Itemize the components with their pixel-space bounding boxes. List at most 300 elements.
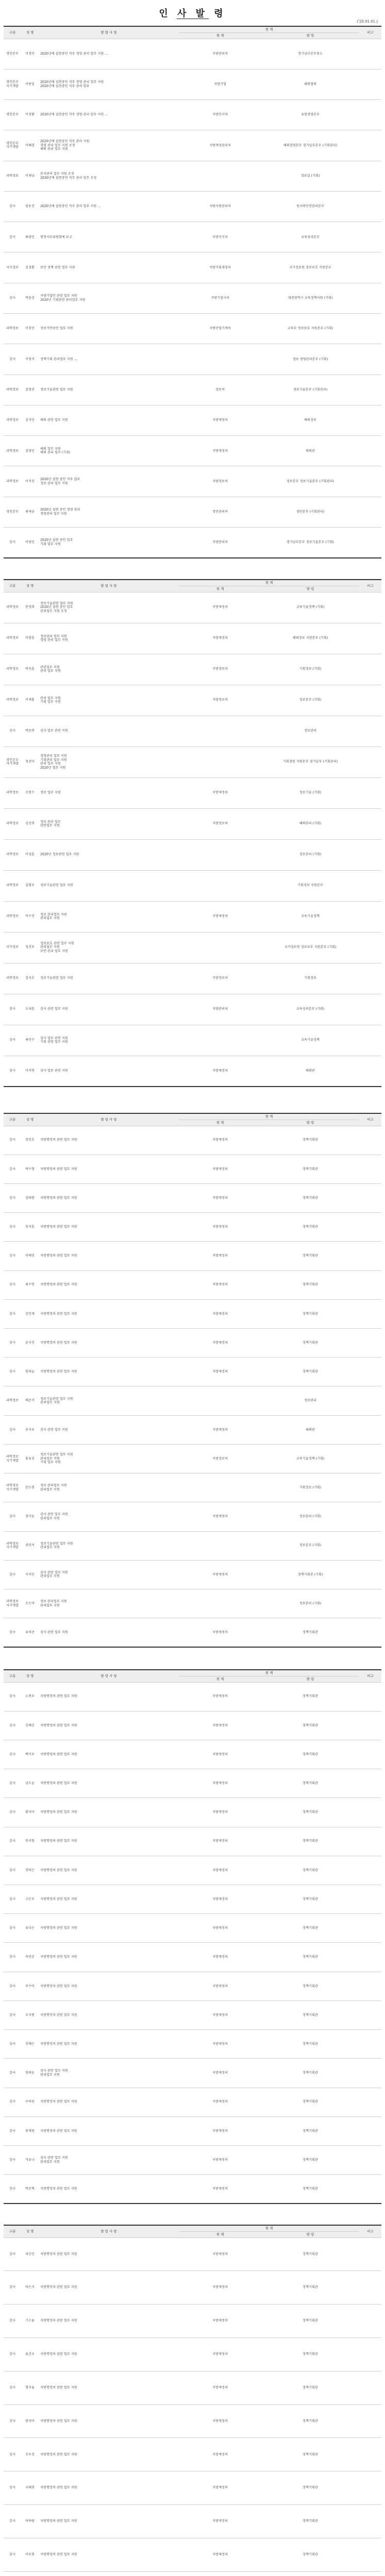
- table-row: [4, 2404, 381, 2438]
- details-cell: [39, 747, 179, 777]
- category-cell: 감사: [4, 2337, 21, 2371]
- table-row: [4, 2304, 381, 2338]
- name-cell: 송지우: [21, 1415, 39, 1444]
- remarks-cell: [359, 1025, 381, 1056]
- category-cell: 과학정보: [4, 777, 21, 808]
- details-cell: [39, 1618, 179, 1647]
- category-header: 구분: [4, 2225, 21, 2238]
- name-cell: 이정훈: [21, 839, 39, 870]
- details-line: 정보기술관련 업무 지원: [40, 387, 73, 392]
- remarks-cell: [359, 1213, 381, 1242]
- category-cell: 감사: [4, 2304, 21, 2338]
- details-cell: [39, 436, 179, 466]
- details-line: 지방행정처 관련 업무 지원: [40, 1810, 77, 1815]
- name-header: 성 명: [21, 26, 39, 39]
- new-position-cell: 정책기획관: [261, 1155, 359, 1183]
- category-cell: 과학정보: [4, 963, 21, 994]
- header-row: [4, 580, 381, 586]
- name-cell: 최수빈: [21, 1270, 39, 1299]
- remarks-cell: [359, 528, 381, 558]
- category-cell: 국가정보: [4, 252, 21, 283]
- current-position-cell: 지방재정처: [179, 2059, 261, 2088]
- details-line: 지방행정처 관련 업무 지원: [40, 1138, 77, 1142]
- table-row: [4, 2030, 381, 2059]
- current-position-cell: 지방재정처: [179, 2088, 261, 2116]
- category-cell: 과학정보: [4, 161, 21, 191]
- category-cell: 감사: [4, 1769, 21, 1798]
- details-line: 관리업무 지원 조정: [40, 609, 67, 613]
- name-cell: 최민수: [21, 1025, 39, 1056]
- details-line: 지방행정처 관련 업무 지원: [40, 2042, 77, 2046]
- table-row: [4, 1502, 381, 1531]
- table-row: [4, 375, 381, 405]
- new-subheader: 발 령: [261, 1120, 359, 1126]
- name-cell: 노현우: [21, 1682, 39, 1711]
- details-line: 지방행정처 관련 업무 지원: [40, 1225, 77, 1229]
- details-line: 문서관리 업무 지원 조정: [40, 172, 74, 176]
- name-cell: 이영훈: [21, 623, 39, 654]
- category-cell: 과학정보: [4, 436, 21, 466]
- new-position-cell: 국가정보원 정보보호 지원본부: [261, 252, 359, 283]
- current-subheader: 현 재: [179, 1120, 261, 1126]
- details-cell: [39, 1972, 179, 2001]
- name-cell: 윤서진: [21, 1329, 39, 1358]
- remarks-cell: [359, 100, 381, 130]
- details-line: 관련업무 지원: [40, 665, 60, 669]
- details-line: 정보 관리업무 지원: [40, 1600, 67, 1604]
- name-cell: 우지원: [21, 2001, 39, 2029]
- new-position-cell: 정책기획관: [261, 1299, 359, 1328]
- details-line: 관리업무 지원: [40, 917, 60, 920]
- details-line: 정보 업무 지원: [40, 791, 61, 795]
- category-cell: 감사: [4, 1502, 21, 1531]
- new-position-cell: 정보관리: [261, 716, 359, 747]
- details-line: 관리업무 지원: [40, 1546, 60, 1550]
- details-line: 관리업무 지원: [40, 2160, 60, 2164]
- remarks-cell: [359, 1415, 381, 1444]
- details-cell: [39, 1155, 179, 1183]
- category-cell: 감사: [4, 2538, 21, 2571]
- current-subheader: 현 재: [179, 2231, 261, 2238]
- category-cell: 감사: [4, 2059, 21, 2088]
- current-position-cell: 지방재정처: [179, 2030, 261, 2059]
- remarks-cell: [359, 1798, 381, 1827]
- details-cell: [39, 994, 179, 1025]
- remarks-cell: [359, 2059, 381, 2088]
- category-cell: 감사: [4, 2116, 21, 2145]
- details-cell: [39, 1270, 179, 1299]
- name-cell: 정선아: [21, 747, 39, 777]
- details-cell: [39, 654, 179, 685]
- remarks-cell: [359, 2001, 381, 2029]
- name-cell: 박충선: [21, 283, 39, 313]
- current-position-cell: [179, 839, 261, 870]
- remarks-cell: [359, 1682, 381, 1711]
- current-position-cell: 경인관리처: [179, 497, 261, 527]
- current-position-cell: 지방재정처: [179, 1914, 261, 1943]
- remarks-cell: [359, 2505, 381, 2538]
- details-cell: [39, 2088, 179, 2116]
- details-line: 관리 업무 지원: [40, 762, 61, 766]
- new-position-cell: 기획경영 지원본부 경기남부 (기획관리): [261, 747, 359, 777]
- details-line: 지방행정처 관련 업무 지원: [40, 2419, 77, 2423]
- details-line: 해외 관리 업무 (기획): [40, 451, 71, 455]
- details-cell: [39, 2371, 179, 2404]
- new-position-cell: 정책기획관: [261, 1711, 359, 1740]
- details-line: 2020년 업무 지원: [40, 766, 66, 770]
- current-position-cell: 지방재정처: [179, 592, 261, 623]
- name-cell: 김석민: [21, 405, 39, 435]
- details-cell: [39, 901, 179, 932]
- new-subheader: 발 령: [261, 1676, 359, 1682]
- current-position-cell: [179, 161, 261, 191]
- name-cell: 주수아: [21, 1972, 39, 2001]
- details-line: 관리 업무 지원: [40, 696, 61, 700]
- details-cell: [39, 252, 179, 283]
- category-cell: 과학정보 자기개발: [4, 1473, 21, 1502]
- details-cell: [39, 1242, 179, 1270]
- header-row: [4, 1670, 381, 1676]
- table-row: [4, 2271, 381, 2304]
- new-position-cell: 교육부 정보보호 지원본부 (기획): [261, 314, 359, 344]
- details-cell: [39, 2538, 179, 2571]
- details-cell: [39, 466, 179, 497]
- details-cell: [39, 716, 179, 747]
- new-position-cell: 정책기획관: [261, 1329, 359, 1358]
- details-line: 감사 업무 관련 지원: [40, 1069, 68, 1073]
- details-cell: [39, 1560, 179, 1589]
- category-cell: 감사: [4, 1329, 21, 1358]
- details-line: 지방행정처 관련 업무 지원: [40, 2519, 77, 2523]
- new-position-cell: 정보본부 (기획): [261, 685, 359, 716]
- remarks-cell: [359, 283, 381, 313]
- new-position-cell: 정책기획관: [261, 2001, 359, 2029]
- category-cell: 감사: [4, 1056, 21, 1087]
- name-cell: 황지아: [21, 1798, 39, 1827]
- details-line: 경영관리 업무 지원: [40, 512, 67, 516]
- current-position-cell: 지방재정처: [179, 1126, 261, 1155]
- details-line: 지방행정처 관련 업무 지원: [40, 2187, 77, 2191]
- current-position-cell: 지방재정처: [179, 2371, 261, 2404]
- new-position-cell: 정책기획관: [261, 1740, 359, 1769]
- table-row: [4, 1711, 381, 1740]
- name-cell: 구하린: [21, 2088, 39, 2116]
- current-subheader: 현 재: [179, 1676, 261, 1682]
- name-cell: 안서현: [21, 1827, 39, 1856]
- details-line: 정보 관리 업무: [40, 820, 61, 824]
- name-cell: 한정희: [21, 592, 39, 623]
- current-position-cell: 지방재정처: [179, 1618, 261, 1647]
- category-header: 구분: [4, 1670, 21, 1682]
- remarks-cell: [359, 1270, 381, 1299]
- details-line: 경영관리 업무 지원: [40, 754, 67, 758]
- details-cell: [39, 1827, 179, 1856]
- category-cell: 경인본부: [4, 39, 21, 69]
- new-position-cell: 해외협력: [261, 69, 359, 99]
- details-line: 정보기반보안 업무 지원: [40, 327, 73, 331]
- current-position-cell: 지방재정처: [179, 1502, 261, 1531]
- name-header: 성 명: [21, 1113, 39, 1126]
- remarks-cell: [359, 2538, 381, 2571]
- appointment-table: [4, 26, 381, 558]
- current-position-cell: 지방기업사처: [179, 283, 261, 313]
- details-line: 정보관리 업무 지원: [40, 634, 67, 638]
- new-position-cell: 정책기획관: [261, 1126, 359, 1155]
- new-position-cell: 정보관리 (기획): [261, 839, 359, 870]
- table-row: [4, 1972, 381, 2001]
- details-line: 지방행정처 관련 업무 지원: [40, 1312, 77, 1316]
- details-cell: [39, 623, 179, 654]
- category-cell: 과학정보: [4, 839, 21, 870]
- category-cell: 감사: [4, 2238, 21, 2271]
- details-line: 기획 관련 업무 지원: [40, 1040, 68, 1044]
- table-row: [4, 2238, 381, 2271]
- details-cell: [39, 2001, 179, 2029]
- details-line: 2020년 기획관련 관리업무 지원: [40, 298, 86, 302]
- category-cell: 과학정보: [4, 592, 21, 623]
- table-row: [4, 100, 381, 130]
- new-position-cell: 유원경영본부: [261, 100, 359, 130]
- table-row: [4, 1358, 381, 1386]
- details-cell: [39, 405, 179, 435]
- table-row: [4, 1856, 381, 1885]
- details-cell: [39, 1473, 179, 1502]
- new-position-cell: 정책기획관: [261, 2538, 359, 2571]
- details-cell: [39, 1943, 179, 1972]
- name-cell: 김형우: [21, 870, 39, 901]
- name-cell: 마동현: [21, 2538, 39, 2571]
- current-position-cell: [179, 1386, 261, 1415]
- new-position-cell: 기획정보 (기획): [261, 654, 359, 685]
- name-cell: 임동진: [21, 191, 39, 222]
- new-position-cell: 경기남부본부 정보기술본부 (기획): [261, 528, 359, 558]
- details-header: 발 령 사 항: [39, 1670, 179, 1682]
- remarks-cell: [359, 1943, 381, 1972]
- current-position-cell: 지방재정처: [179, 777, 261, 808]
- name-cell: 차민준: [21, 1943, 39, 1972]
- current-position-cell: 지방재정처: [179, 1415, 261, 1444]
- details-cell: [39, 1682, 179, 1711]
- current-position-cell: 지방지식처: [179, 222, 261, 252]
- details-line: 지방행정처 관련 업무 지원: [40, 1926, 77, 1930]
- new-position-cell: 정책기획관: [261, 1827, 359, 1856]
- name-cell: 이서연: [21, 1056, 39, 1087]
- remarks-cell: [359, 2030, 381, 2059]
- details-line: 지방행정처 관련 업무 지원: [40, 2013, 77, 2017]
- table-row: [4, 1126, 381, 1155]
- current-position-cell: 지방재정처: [179, 1560, 261, 1589]
- details-cell: [39, 2030, 179, 2059]
- table-row: [4, 1386, 381, 1415]
- new-position-cell: 정책기획관: [261, 1618, 359, 1647]
- table-row: [4, 1056, 381, 1087]
- details-cell: [39, 39, 179, 69]
- table-row: [4, 2116, 381, 2145]
- remarks-cell: [359, 870, 381, 901]
- name-cell: 엄태윤: [21, 2059, 39, 2088]
- new-position-cell: 정책기획관: [261, 1798, 359, 1827]
- current-position-cell: [179, 344, 261, 375]
- table-row: [4, 283, 381, 313]
- table-row: [4, 994, 381, 1025]
- remarks-cell: [359, 1126, 381, 1155]
- current-position-cell: 지방재정처: [179, 1329, 261, 1358]
- category-cell: 과학정보: [4, 405, 21, 435]
- name-cell: 이석진: [21, 466, 39, 497]
- details-line: 정보보호 관련 업무 지원: [40, 941, 74, 945]
- table-row: [4, 963, 381, 994]
- details-line: 지방행정처 관련 업무 지원: [40, 1955, 77, 1959]
- remarks-cell: [359, 466, 381, 497]
- details-cell: [39, 2471, 179, 2505]
- current-position-cell: [179, 716, 261, 747]
- remarks-cell: [359, 716, 381, 747]
- category-cell: 감사: [4, 191, 21, 222]
- category-cell: 감사: [4, 994, 21, 1025]
- details-line: 관리업무 지원: [40, 1401, 60, 1405]
- details-line: 관리업무 지원: [40, 1516, 60, 1520]
- table-row: [4, 161, 381, 191]
- name-cell: 한지훈: [21, 1213, 39, 1242]
- details-line: 행정사무위원회에 보고: [40, 235, 72, 239]
- table-row: [4, 1270, 381, 1299]
- category-cell: 감사: [4, 1856, 21, 1885]
- name-cell: 하은서: [21, 2271, 39, 2304]
- current-position-cell: 지방재정처: [179, 2505, 261, 2538]
- remarks-header: 비고: [359, 1670, 381, 1682]
- table-row: [4, 528, 381, 558]
- current-position-cell: [179, 2571, 261, 2576]
- category-cell: 과학정보: [4, 901, 21, 932]
- remarks-cell: [359, 685, 381, 716]
- table-row: [4, 1589, 381, 1618]
- remarks-header: 비고: [359, 580, 381, 592]
- remarks-cell: [359, 2471, 381, 2505]
- category-cell: 감사: [4, 1711, 21, 1740]
- details-cell: [39, 2059, 179, 2088]
- details-cell: [39, 1183, 179, 1212]
- table-row: [4, 1682, 381, 1711]
- current-position-cell: 지방재정처: [179, 1798, 261, 1827]
- name-cell: 유하준: [21, 1618, 39, 1647]
- details-line: 관리업무 지원: [40, 1456, 60, 1461]
- remarks-cell: [359, 2146, 381, 2175]
- details-cell: [39, 2146, 179, 2175]
- name-cell: 신예준: [21, 1711, 39, 1740]
- name-cell: 장서윤: [21, 1502, 39, 1531]
- table-row: [4, 2059, 381, 2088]
- current-position-cell: 지방기획재정처: [179, 252, 261, 283]
- current-position-cell: 지방재정처: [179, 2271, 261, 2304]
- details-cell: [39, 1531, 179, 1560]
- category-cell: 감사: [4, 1914, 21, 1943]
- current-position-cell: 지방재정처: [179, 623, 261, 654]
- remarks-cell: [359, 1856, 381, 1885]
- name-cell: 오세훈: [21, 994, 39, 1025]
- name-header: 성 명: [21, 2225, 39, 2238]
- current-position-cell: 지방재정처: [179, 2337, 261, 2371]
- table-row: [4, 1827, 381, 1856]
- table-row: [4, 1329, 381, 1358]
- table-row: [4, 1560, 381, 1589]
- table-row: [4, 344, 381, 375]
- details-cell: [39, 777, 179, 808]
- name-cell: 최광민: [21, 222, 39, 252]
- current-position-cell: [179, 1473, 261, 1502]
- details-cell: [39, 1056, 179, 1087]
- details-line: 기획 업무 지원: [40, 700, 61, 704]
- name-cell: 강민재: [21, 1299, 39, 1328]
- assignment-header: 현 재: [179, 26, 359, 32]
- table-row: [4, 870, 381, 901]
- current-position-cell: 지방재정처: [179, 405, 261, 435]
- category-cell: 감사: [4, 1972, 21, 2001]
- new-position-cell: 해외관: [261, 436, 359, 466]
- current-position-cell: 지방관리처: [179, 994, 261, 1025]
- current-position-cell: 지방관리처: [179, 528, 261, 558]
- table-row: [4, 405, 381, 435]
- details-line: 지방행정처 관련 업무 지원: [40, 1167, 77, 1171]
- details-line: 정보기술관련 업무 지원: [40, 601, 73, 605]
- new-position-cell: 기획정보 (기획): [261, 1473, 359, 1502]
- details-line: 2020년에 실현중인 직무 경영 관리 업무 지원 ...: [40, 52, 108, 56]
- current-position-cell: [179, 932, 261, 963]
- category-cell: 감사: [4, 283, 21, 313]
- category-cell: 경인본부 자기개발: [4, 130, 21, 161]
- table-row: [4, 1213, 381, 1242]
- remarks-cell: [359, 161, 381, 191]
- new-position-cell: 정책기획관: [261, 2175, 359, 2204]
- category-header: 구분: [4, 580, 21, 592]
- table-row: [4, 1415, 381, 1444]
- new-position-cell: 정보 경영관리본부 (기획): [261, 344, 359, 375]
- details-line: 2020년 정보관련 업무 지원: [40, 853, 79, 857]
- details-line: 관련업무 지원: [40, 824, 60, 827]
- details-line: 감사 관련 업무 지원: [40, 1570, 68, 1574]
- details-line: 2020년 실현 중인 경영 관리: [40, 508, 80, 512]
- name-cell: 김지호: [21, 963, 39, 994]
- details-cell: [39, 1299, 179, 1328]
- remarks-cell: [359, 1358, 381, 1386]
- new-position-cell: 교육기술정책 (기획): [261, 592, 359, 623]
- new-position-cell: 정책기획관: [261, 2371, 359, 2404]
- remarks-cell: [359, 592, 381, 623]
- remarks-cell: [359, 1502, 381, 1531]
- details-line: 지방기업인 관련 업무 지원: [40, 294, 77, 298]
- remarks-cell: [359, 2088, 381, 2116]
- name-cell: 최재웅: [21, 497, 39, 527]
- name-cell: 김정환: [21, 252, 39, 283]
- table-row: [4, 1740, 381, 1769]
- details-line: 지방행정처 관련 업무 지원: [40, 2352, 77, 2357]
- name-cell: 방서아: [21, 2404, 39, 2438]
- category-cell: 과학정보: [4, 685, 21, 716]
- name-cell: 박수현: [21, 1155, 39, 1183]
- details-line: 정보기술관련 업무 지원: [40, 1541, 73, 1546]
- table-row: [4, 932, 381, 963]
- details-line: 감사 관련 업무 지원: [40, 2156, 68, 2160]
- details-line: 지방행정처 관련 업무 지원: [40, 1283, 77, 1287]
- details-line: 감사 관련 업무 지원: [40, 1007, 68, 1011]
- table-row: [4, 1798, 381, 1827]
- details-line: 지방행정처 관련 업무 지원: [40, 2486, 77, 2490]
- table-row: [4, 2146, 381, 2175]
- details-cell: [39, 528, 179, 558]
- new-position-cell: 해외관: [261, 1415, 359, 1444]
- appointment-table: [4, 2225, 381, 2576]
- new-position-cell: 정보기술본부 (기획관리): [261, 375, 359, 405]
- remarks-cell: [359, 436, 381, 466]
